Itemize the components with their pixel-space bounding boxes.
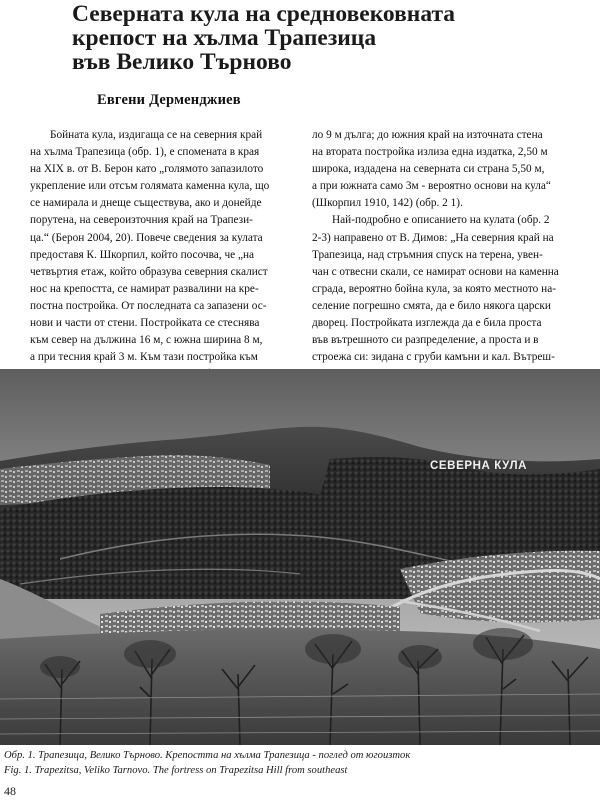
text-line: нови и части от стени. Постройката се стеснява (30, 317, 260, 330)
figure-caption-bg: Обр. 1. Трапезица, Велико Търново. Крепостта на хълма Трапезица - поглед от югоизток (4, 750, 411, 761)
left-column (30, 127, 306, 383)
text-line: Трапезица, над стръмния спуск на терена, увен- (312, 248, 543, 261)
title-line: крепост на хълма Трапезица (72, 25, 377, 51)
text-line: чан с отвесни скали, се намират основи на каменна (312, 265, 559, 278)
title-line: във Велико Търново (72, 49, 292, 75)
text-line: дворец. Постройката изглежда да е била проста (312, 317, 542, 330)
text-line: ца.“ (Берон 2004, 20). Повече сведения за кулата (30, 231, 263, 244)
text-line: сграда, вероятно бойна кула, за която местното на- (312, 282, 556, 295)
text-line: се намирала и днеще съществува, ако и донейде (30, 197, 262, 210)
text-line: селение погрешно смята, да е било някога царски (312, 299, 551, 312)
text-line: на хълма Трапезица (обр. 1), е спомената в края (30, 146, 260, 159)
text-line: 2-3) направено от В. Димов: „На северния край на (312, 231, 554, 244)
text-line: на XIX в. от В. Берон като „голямото запазилото (30, 163, 264, 176)
text-line: строежа си: зидана с груби камъни и кал. Вътреш- (312, 351, 555, 364)
text-line: предоставя К. Шкорпил, който посочва, че „на (30, 248, 255, 261)
text-line: а при тесния край 3 м. Към тази постройка към (30, 351, 258, 364)
text-line: във вътрешното си разпределение, а проста и в (312, 334, 539, 347)
text-line: Най-подробно е описанието на кулата (обр. 2 (332, 214, 550, 227)
text-line: ло 9 м дълга; до южния край на източната стена (312, 129, 543, 141)
figure-caption-en: Fig. 1. Trapezitsa, Veliko Tarnovo. The fortress on Trapezitsa Hill from southeast (4, 765, 348, 776)
text-line: на втората постройка излиза една издатка, 2,50 м (312, 146, 548, 159)
title-line: Северната кула на средновековната (72, 1, 456, 27)
text-line: а при южната само 3м - вероятно основи на кула“ (312, 180, 551, 193)
text-line: (Шкорпил 1910, 142) (обр. 2 1). (312, 197, 463, 210)
landscape-photo (0, 369, 600, 745)
text-line: постна постройка. От последната са запазени ос- (30, 299, 267, 312)
text-line: нос на крепостта, се намират развалини на кре- (30, 282, 259, 295)
page-number: 48 (4, 784, 16, 798)
text-line: укрепление или отсъм голямата каменна кула, що (30, 180, 270, 193)
text-line: четвъртия етаж, който образува северния скалист (30, 265, 268, 278)
text-line: Бойната кула, издигаща се на северния край (50, 129, 263, 141)
text-line: широка, издадена на северната си страна 5,50 м, (312, 163, 545, 176)
article-title (72, 2, 572, 74)
author-name: Евгени Дерменджиев (97, 92, 241, 108)
photo-label-north-tower: СЕВЕРНА КУЛА (430, 460, 528, 472)
right-column (312, 127, 588, 383)
photo-illustration (0, 369, 600, 745)
text-line: порутена, на североизточния край на Трапези- (30, 214, 253, 227)
text-line: към север на дължина 16 м, с южна ширина 8 м, (30, 334, 263, 347)
